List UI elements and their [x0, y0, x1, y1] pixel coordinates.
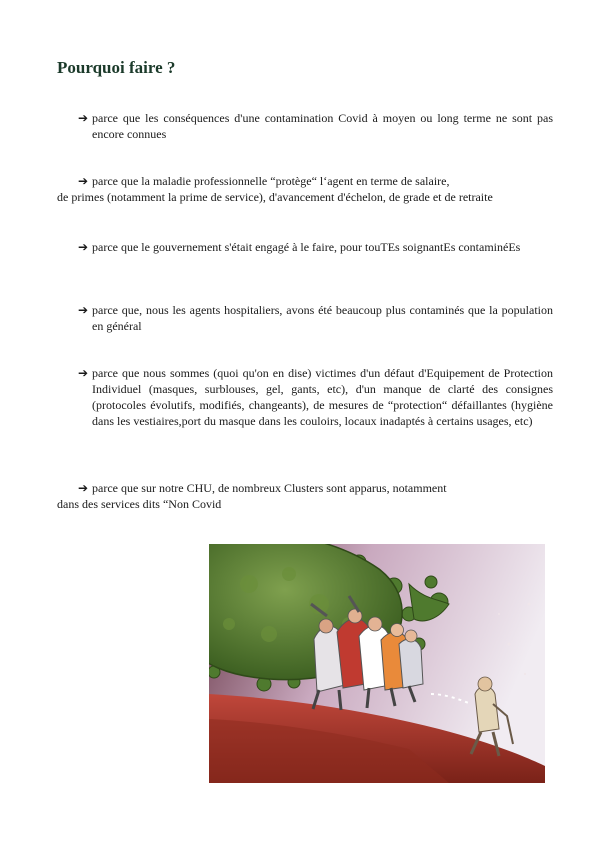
list-item	[78, 239, 553, 255]
list-item-text-continued: de primes (notamment la prime de service), d'avancement d'échelon, de grade et de retraite	[57, 190, 493, 204]
list-item	[57, 173, 539, 205]
list-item	[78, 302, 553, 334]
arrow-right-icon: ➔	[78, 481, 89, 495]
list-item	[78, 110, 553, 142]
list-item-text: parce que sur notre CHU, de nombreux Clusters sont apparus, notamment	[92, 481, 447, 495]
list-item-text: parce que, nous les agents hospitaliers, avons été beaucoup plus contaminés que la population en général	[92, 303, 553, 333]
list-item	[78, 365, 553, 429]
list-item-text: parce que nous sommes (quoi qu'on en dise) victimes d'un défaut d'Equipement de Protection Individuel (masques, surblouses, gel, gants, etc), d'un manque de clarté des consignes (protocoles évolutifs, modifiés, changeants), de mesures de “protection“ défaillantes (hygiène dans les vestiaires,port du masque dans les couloirs, locaux inadaptés à certains usages, etc)	[92, 366, 553, 428]
arrow-right-icon: ➔	[78, 174, 89, 188]
arrow-right-icon: ➔	[78, 240, 89, 254]
arrow-right-icon: ➔	[78, 303, 89, 317]
list-item-text: parce que le gouvernement s'était engagé à le faire, pour touTEs soignantEs contaminéEs	[92, 240, 521, 254]
covid-illustration	[209, 544, 545, 783]
arrow-right-icon: ➔	[78, 366, 89, 380]
list-item-text: parce que les conséquences d'une contamination Covid à moyen ou long terme ne sont pas encore connues	[92, 111, 553, 141]
list-item-text-continued: dans des services dits “Non Covid	[57, 497, 222, 511]
page-title: Pourquoi faire ?	[57, 58, 176, 77]
list-item	[57, 480, 539, 512]
list-item-text: parce que la maladie professionnelle “protège“ l‘agent en terme de salaire,	[92, 174, 450, 188]
arrow-right-icon: ➔	[78, 111, 89, 125]
